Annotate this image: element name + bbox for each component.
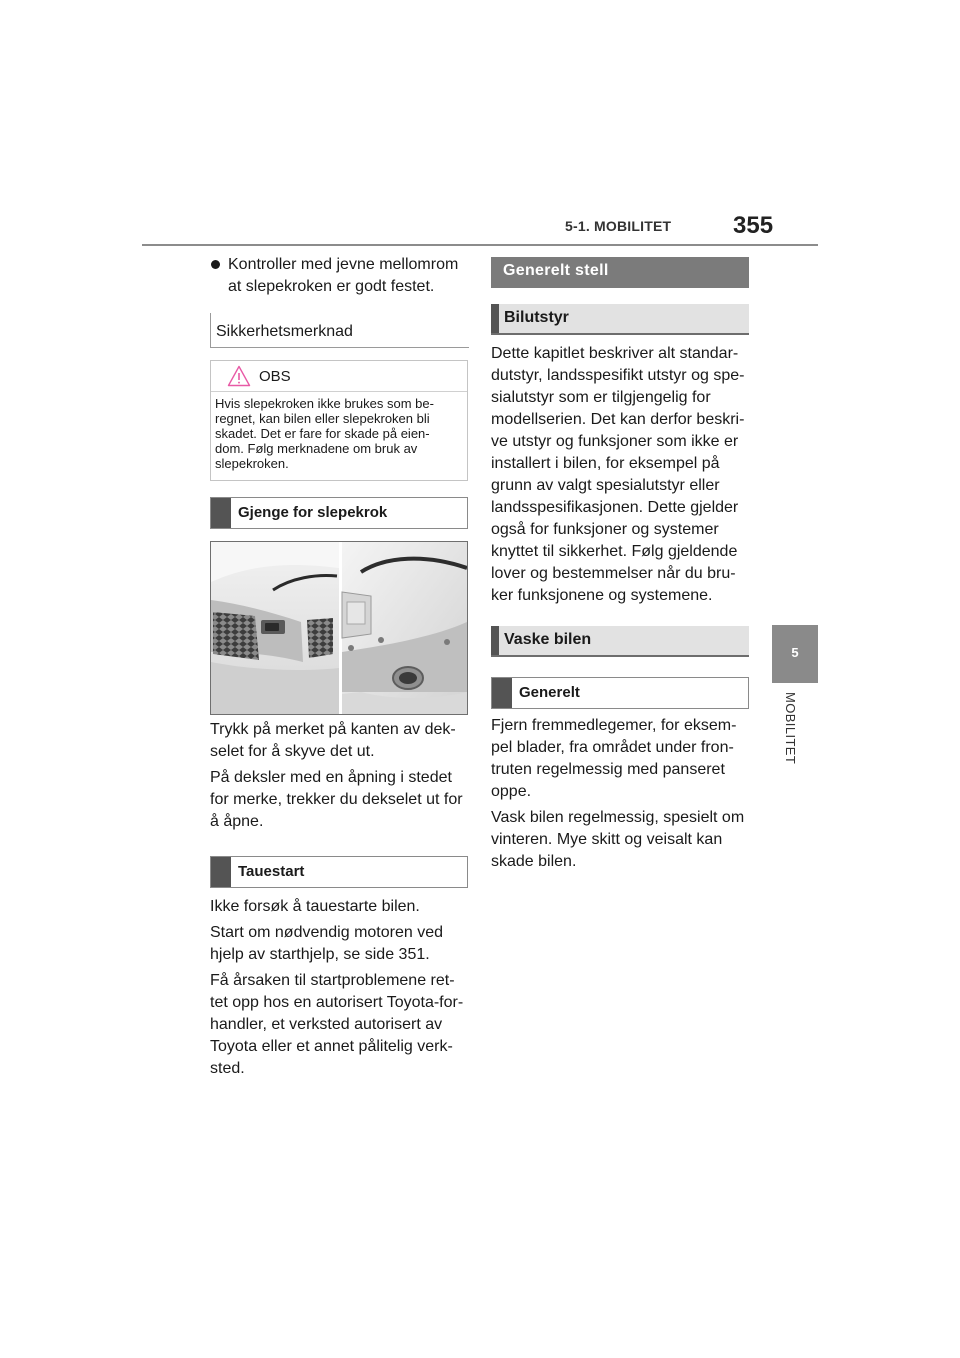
bullet-dot-icon xyxy=(211,260,220,269)
heading-marker xyxy=(491,304,499,333)
paragraph-line: dutstyr, landsspesifikt utstyr og spe- xyxy=(491,367,745,384)
caution-notice-line: dom. Følg merknadene om bruk av xyxy=(215,441,418,456)
check-bullet xyxy=(211,254,481,298)
bumper-illustration xyxy=(211,542,467,714)
paragraph-line: pel blader, fra området under fron- xyxy=(491,739,734,756)
caution-notice-text xyxy=(215,396,465,471)
paragraph-line: landsspesifikasjonen. Dette gjelder xyxy=(491,499,739,516)
tow-start-heading xyxy=(210,856,468,888)
caution-notice-line: regnet, kan bilen eller slepekroken bli xyxy=(215,411,430,426)
paragraph-line: truten regelmessig med panseret xyxy=(491,761,725,778)
caution-notice-divider xyxy=(211,391,467,392)
safety-notice-heading-label: Sikkerhetsmerknad xyxy=(216,323,353,340)
general-care-section-heading xyxy=(491,257,749,288)
warning-triangle-icon xyxy=(227,365,251,387)
tow-start-heading-label: Tauestart xyxy=(238,863,305,880)
heading-marker xyxy=(211,857,231,887)
paragraph-line: oppe. xyxy=(491,783,532,800)
paragraph-line: også for funksjoner og systemer xyxy=(491,521,719,538)
caution-notice-line: slepekroken. xyxy=(215,456,289,471)
paragraph-line: for merke, trekker du dekselet ut for xyxy=(210,791,463,808)
paragraph-line: selet for å skyve det ut. xyxy=(210,743,375,760)
equipment-heading xyxy=(491,304,749,335)
caution-notice-box xyxy=(210,360,468,481)
paragraph-line: På deksler med en åpning i stedet xyxy=(210,769,452,786)
chapter-tab-number: 5 xyxy=(791,645,799,660)
paragraph-line: Start om nødvendig motoren ved xyxy=(210,924,444,941)
heading-marker xyxy=(491,626,499,655)
paragraph-line: vinteren. Mye skitt og veisalt kan xyxy=(491,831,723,848)
paragraph-line: tet opp hos en autorisert Toyota-for- xyxy=(210,994,464,1011)
equipment-text xyxy=(491,343,756,607)
header-divider xyxy=(142,244,818,246)
paragraph-line: ker funksjonene og systemene. xyxy=(491,587,713,604)
general-care-section-label: Generelt stell xyxy=(503,262,609,279)
paragraph-line: Trykk på merket på kanten av dek- xyxy=(210,721,456,738)
paragraph-line: å åpne. xyxy=(210,813,264,830)
heading-marker xyxy=(211,498,231,528)
paragraph-line: grunn av valgt spesialutstyr eller xyxy=(491,477,720,494)
wash-car-heading-label: Vaske bilen xyxy=(504,631,592,648)
bullet-line: Kontroller med jevne mellomrom xyxy=(228,256,459,273)
caution-notice-line: Hvis slepekroken ikke brukes som be- xyxy=(215,396,434,411)
wash-car-text xyxy=(491,715,756,873)
paragraph-line: Fjern fremmedlegemer, for eksem- xyxy=(491,717,737,734)
paragraph-line: Toyota eller et annet pålitelig verk- xyxy=(210,1038,453,1055)
paragraph-line: ve utstyr og funksjoner som ikke er xyxy=(491,433,739,450)
tow-hook-thread-heading-label: Gjenge for slepekrok xyxy=(238,504,388,521)
paragraph-line: skade bilen. xyxy=(491,853,577,870)
paragraph-line: Vask bilen regelmessig, spesielt om xyxy=(491,809,745,826)
paragraph-line: sialutstyr som er tilgjengelig for xyxy=(491,389,711,406)
general-heading-label: Generelt xyxy=(519,684,580,701)
paragraph-line: modellserien. Det kan derfor beskri- xyxy=(491,411,745,428)
chapter-tab-label: MOBILITET xyxy=(783,692,798,765)
equipment-heading-label: Bilutstyr xyxy=(504,309,569,326)
paragraph-line: sted. xyxy=(210,1060,245,1077)
tow-hook-cover-photo xyxy=(210,541,468,715)
caution-notice-title: OBS xyxy=(259,368,291,385)
bullet-line: at slepekroken er godt festet. xyxy=(228,278,435,295)
paragraph-line: knyttet til sikkerhet. Følg gjeldende xyxy=(491,543,738,560)
tow-hook-thread-heading xyxy=(210,497,468,529)
tow-start-text xyxy=(210,896,478,1080)
safety-notice-heading xyxy=(210,313,469,348)
header-section-label: 5-1. MOBILITET xyxy=(565,218,672,234)
heading-marker xyxy=(492,678,512,708)
paragraph-line: hjelp av starthjelp, se side 351. xyxy=(210,946,430,963)
page-number: 355 xyxy=(733,212,774,239)
paragraph-line: installert i bilen, for eksempel på xyxy=(491,455,720,472)
paragraph-line: handler, et verksted autorisert av xyxy=(210,1016,443,1033)
wash-car-heading xyxy=(491,626,749,657)
caution-notice-line: skadet. Det er fare for skade på eien- xyxy=(215,426,430,441)
paragraph-line: Ikke forsøk å tauestarte bilen. xyxy=(210,898,420,915)
thread-instructions xyxy=(210,719,472,833)
paragraph-line: Få årsaken til startproblemene ret- xyxy=(210,972,455,989)
paragraph-line: lover og bestemmelser når du bru- xyxy=(491,565,736,582)
paragraph-line: Dette kapitlet beskriver alt standar- xyxy=(491,345,739,362)
general-heading xyxy=(491,677,749,709)
